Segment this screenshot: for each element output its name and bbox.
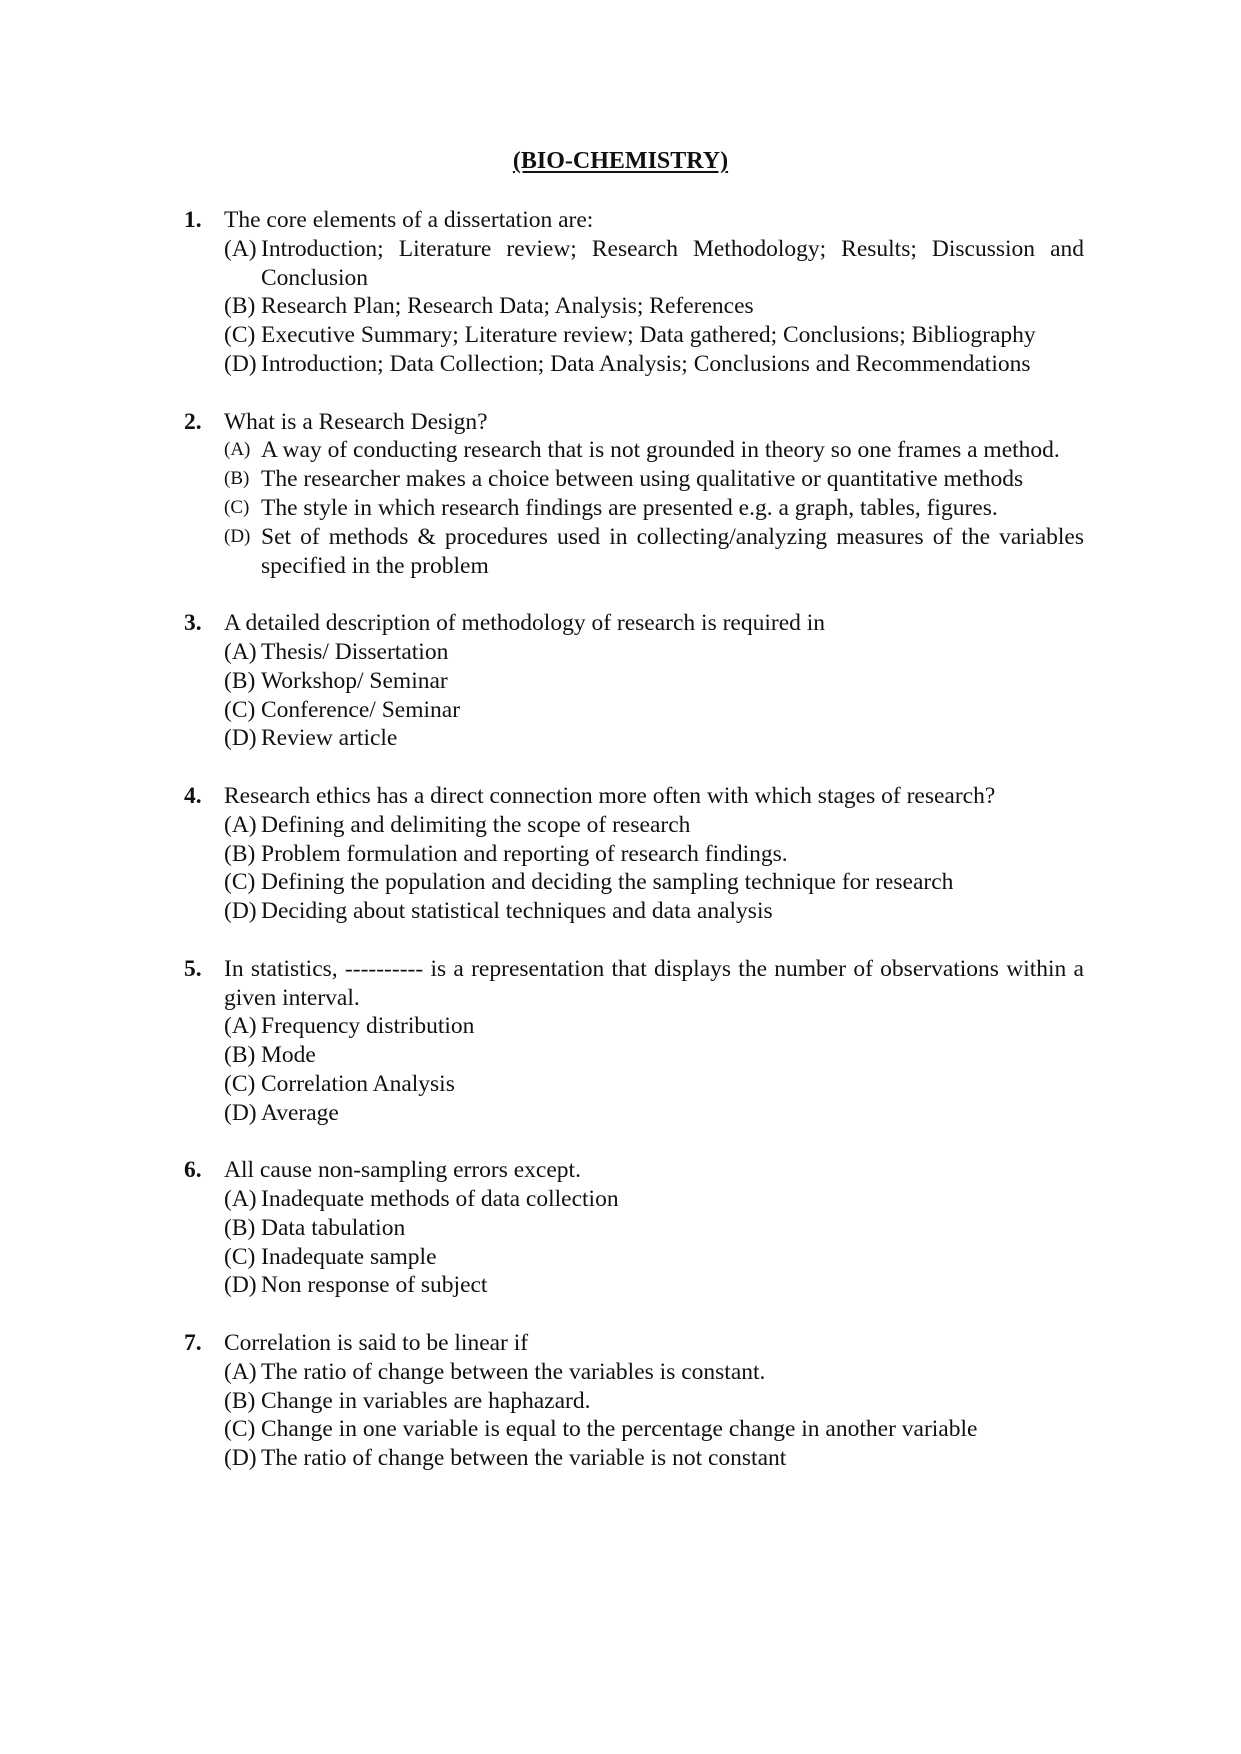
option-text: The ratio of change between the variable is not constant	[261, 1445, 787, 1472]
option-a	[224, 1185, 1084, 1214]
option-text: Change in one variable is equal to the percentage change in another variable	[261, 1416, 978, 1443]
question-4	[184, 782, 1084, 926]
option-b	[224, 1387, 1084, 1416]
question-text: In statistics, ---------- is a representation that displays the number of observations within a given interval.	[224, 955, 1084, 1011]
option-text: Average	[261, 1099, 339, 1126]
page-title: (BIO-CHEMISTRY)	[512, 148, 729, 174]
option-text: Research Plan; Research Data; Analysis; References	[261, 293, 754, 320]
option-letter: (C)	[224, 1416, 256, 1443]
option-text: Inadequate sample	[261, 1243, 437, 1270]
option-b	[224, 465, 1084, 494]
option-text: Defining the population and deciding the sampling technique for research	[261, 869, 954, 896]
option-letter: (A)	[224, 1186, 257, 1213]
option-letter: (A)	[224, 235, 257, 262]
option-b	[224, 292, 1084, 321]
option-text: Executive Summary; Literature review; Data gathered; Conclusions; Bibliography	[261, 322, 1036, 349]
option-letter: (D)	[224, 525, 251, 547]
option-text: The ratio of change between the variables is constant.	[261, 1358, 766, 1385]
option-text: The style in which research findings are presented e.g. a graph, tables, figures.	[261, 494, 998, 521]
option-d	[224, 724, 1084, 753]
option-letter: (A)	[224, 1358, 257, 1385]
option-letter: (D)	[224, 898, 257, 925]
option-text: Introduction; Data Collection; Data Analysis; Conclusions and Recommendations	[261, 350, 1031, 377]
option-letter: (C)	[224, 1070, 256, 1097]
option-c	[224, 1243, 1084, 1272]
option-b	[224, 1041, 1084, 1070]
option-text: A way of conducting research that is not grounded in theory so one frames a method.	[261, 437, 1060, 464]
option-letter: (B)	[224, 468, 250, 490]
question-number: 3.	[184, 610, 202, 637]
question-text: Research ethics has a direct connection more often with which stages of research?	[224, 782, 996, 809]
option-letter: (D)	[224, 350, 257, 377]
option-a	[224, 638, 1084, 667]
option-text: Data tabulation	[261, 1214, 406, 1241]
option-letter: (D)	[224, 725, 257, 752]
option-letter: (C)	[224, 696, 256, 723]
question-text: A detailed description of methodology of research is required in	[224, 610, 826, 637]
option-a	[224, 811, 1084, 840]
question-text: What is a Research Design?	[224, 408, 488, 435]
option-text: Defining and delimiting the scope of research	[261, 811, 691, 838]
question-list	[184, 206, 1084, 1502]
question-number: 1.	[184, 207, 202, 233]
question-text: The core elements of a dissertation are:	[224, 207, 594, 233]
option-letter: (C)	[224, 322, 256, 349]
option-d	[224, 1271, 1084, 1300]
option-letter: (B)	[224, 667, 256, 694]
option-c	[224, 868, 1084, 897]
option-letter: (B)	[224, 1387, 256, 1414]
option-d	[224, 897, 1084, 926]
option-a	[224, 235, 1084, 293]
option-text: Non response of subject	[261, 1272, 488, 1299]
option-text: Conference/ Seminar	[261, 696, 461, 723]
question-text: Correlation is said to be linear if	[224, 1330, 529, 1357]
option-text: Problem formulation and reporting of research findings.	[261, 840, 788, 867]
option-letter: (B)	[224, 1042, 256, 1069]
question-6	[184, 1156, 1084, 1300]
option-text: Correlation Analysis	[261, 1070, 455, 1097]
option-d	[224, 523, 1084, 581]
option-c	[224, 1070, 1084, 1099]
question-3	[184, 609, 1084, 753]
option-c	[224, 321, 1084, 350]
question-number: 4.	[184, 782, 202, 809]
option-text: Frequency distribution	[261, 1013, 475, 1040]
option-text: Introduction; Literature review; Research Methodology; Results; Discussion and Conclusion	[261, 235, 1084, 291]
question-number: 6.	[184, 1157, 202, 1184]
option-letter: (D)	[224, 1099, 257, 1126]
option-b	[224, 840, 1084, 869]
question-5	[184, 955, 1084, 1128]
option-letter: (B)	[224, 1214, 256, 1241]
option-letter: (A)	[224, 811, 257, 838]
option-letter: (C)	[224, 1243, 256, 1270]
question-2	[184, 408, 1084, 581]
option-c	[224, 494, 1084, 523]
option-letter: (A)	[224, 439, 251, 461]
option-a	[224, 436, 1084, 465]
option-text: Workshop/ Seminar	[261, 667, 448, 694]
option-letter: (D)	[224, 1445, 257, 1472]
option-b	[224, 1214, 1084, 1243]
option-a	[224, 1358, 1084, 1387]
option-text: The researcher makes a choice between using qualitative or quantitative methods	[261, 466, 1024, 493]
option-text: Mode	[261, 1042, 316, 1069]
option-c	[224, 1415, 1084, 1444]
option-letter: (C)	[224, 496, 250, 518]
question-number: 2.	[184, 408, 202, 435]
question-number: 7.	[184, 1330, 202, 1357]
option-d	[224, 1444, 1084, 1473]
question-7	[184, 1329, 1084, 1473]
question-number: 5.	[184, 955, 202, 982]
option-d	[224, 1099, 1084, 1128]
option-letter: (D)	[224, 1272, 257, 1299]
option-letter: (C)	[224, 869, 256, 896]
option-text: Thesis/ Dissertation	[261, 638, 449, 665]
option-text: Review article	[261, 725, 398, 752]
option-letter: (B)	[224, 293, 256, 320]
option-letter: (A)	[224, 1013, 257, 1040]
option-text: Inadequate methods of data collection	[261, 1186, 619, 1213]
option-d	[224, 350, 1084, 379]
question-1	[184, 206, 1084, 379]
option-letter: (A)	[224, 638, 257, 665]
option-b	[224, 667, 1084, 696]
question-text: All cause non-sampling errors except.	[224, 1157, 581, 1184]
option-c	[224, 696, 1084, 725]
option-text: Set of methods & procedures used in collecting/analyzing measures of the variables specified in the problem	[261, 523, 1084, 579]
option-text: Deciding about statistical techniques and data analysis	[261, 898, 773, 925]
option-a	[224, 1012, 1084, 1041]
option-letter: (B)	[224, 840, 256, 867]
option-text: Change in variables are haphazard.	[261, 1387, 591, 1414]
